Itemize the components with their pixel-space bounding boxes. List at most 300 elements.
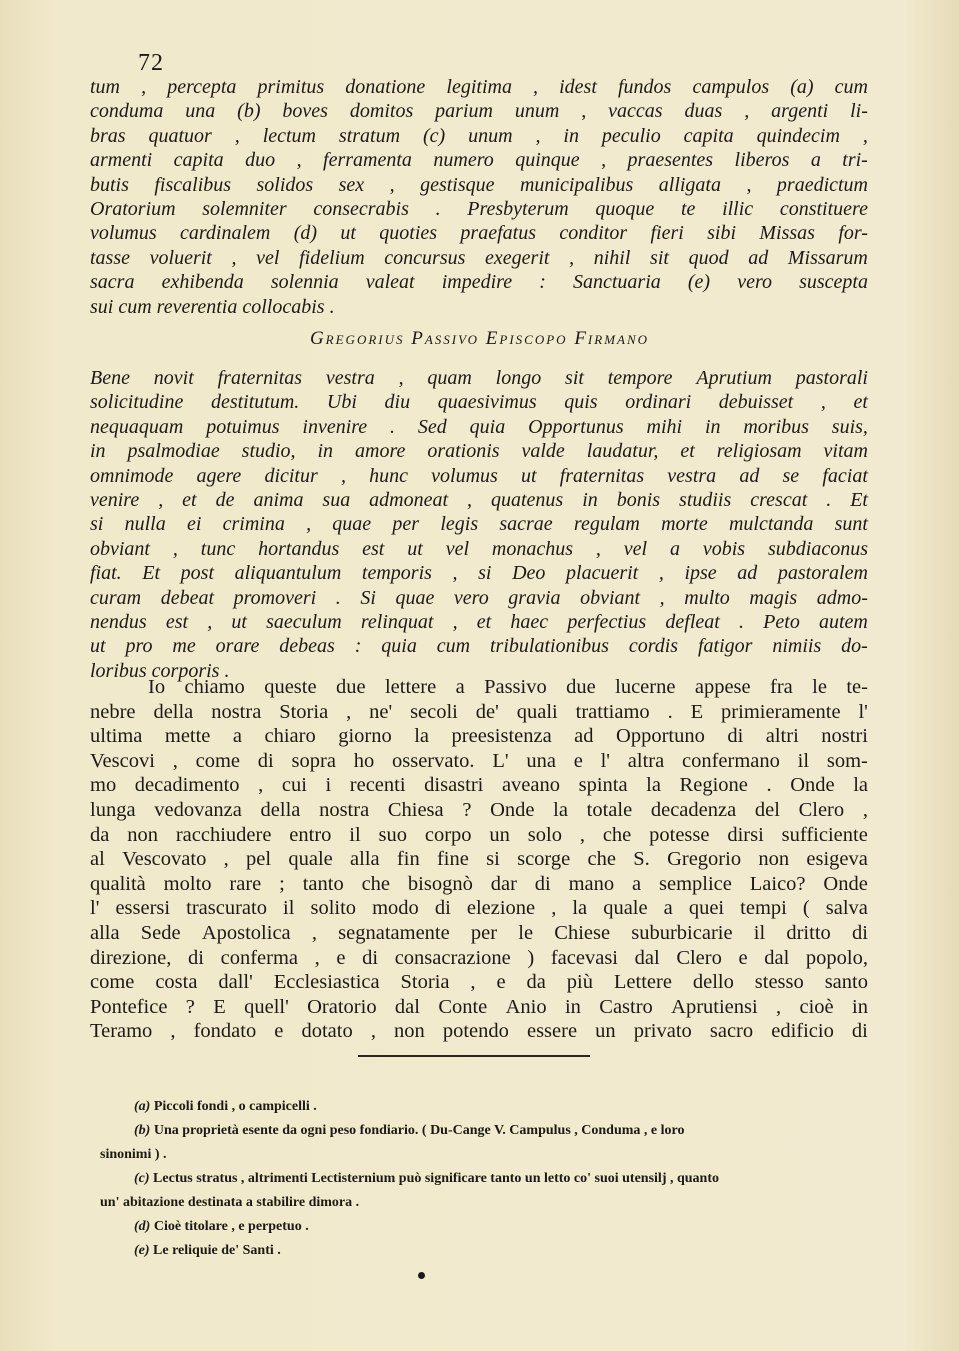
word: Passivo [484, 676, 547, 698]
word: ut [90, 635, 106, 658]
word: Ubi [326, 391, 357, 414]
word: molto [163, 872, 212, 895]
word: la [646, 774, 661, 797]
word: una [185, 100, 216, 123]
word: Teramo [90, 1020, 153, 1043]
word: un [595, 1020, 616, 1043]
word: invenire [302, 415, 368, 438]
word: solo [527, 823, 562, 846]
word: trattiamo [575, 700, 650, 723]
footnote-text: Una proprietà esente da ogni peso fondiario. ( Du-Cange V. Campulus , Conduma , e loro [150, 1123, 685, 1138]
word: ut [407, 537, 423, 560]
word: il [349, 823, 361, 846]
word: ipse [684, 562, 717, 585]
word: Et [850, 488, 868, 511]
word: vero [737, 271, 772, 294]
word: , [601, 149, 607, 172]
word: in [704, 415, 721, 438]
word: for- [838, 222, 868, 245]
word: sit [650, 246, 669, 269]
word: ultima [90, 725, 143, 748]
text-line [90, 148, 868, 172]
word: . [390, 415, 396, 438]
word: decadimento [134, 774, 240, 797]
word: tasse [90, 246, 130, 269]
word: sua [322, 488, 351, 511]
word: , [207, 610, 213, 633]
word: Opportunus [528, 415, 624, 438]
word: Oratorium [90, 197, 176, 220]
word: regulam [573, 513, 640, 536]
word: a [810, 149, 821, 172]
word: est [362, 537, 385, 560]
word: dal [634, 946, 660, 969]
word: (a) [790, 76, 814, 98]
word: parium [435, 100, 493, 123]
text-line [90, 724, 868, 749]
word: solennia [270, 271, 339, 294]
word: Vescovato [122, 848, 207, 871]
word: la [853, 774, 868, 797]
word: Clero [798, 798, 845, 821]
word: , [370, 1020, 376, 1043]
word: , [776, 995, 782, 1018]
decorative-dot [418, 1272, 425, 1279]
italian-passage [90, 675, 868, 1044]
word: domitos [349, 100, 414, 123]
word: Vescovi [90, 749, 155, 772]
word: Chiesa [387, 798, 444, 821]
word: il [283, 897, 295, 920]
word: sacro [709, 1020, 754, 1043]
word: edificio [771, 1020, 834, 1043]
word: e [496, 971, 506, 994]
word: , [569, 246, 575, 269]
word: nulla [124, 513, 166, 536]
word: , [306, 513, 312, 536]
word: Anio [505, 995, 547, 1018]
word: (c) [422, 124, 446, 147]
word: suis, [831, 415, 868, 438]
word: in [582, 488, 598, 511]
footnote [100, 1215, 890, 1239]
word: de' [475, 700, 499, 723]
word: essere [526, 1020, 578, 1043]
word: in [563, 124, 579, 147]
word: esigeva [806, 848, 868, 871]
word: idest [559, 76, 597, 98]
word: Onde [490, 798, 535, 821]
word: costa [155, 971, 198, 994]
word: di [362, 946, 379, 969]
word: l' [858, 700, 868, 723]
word: dicitur [264, 464, 318, 487]
word: segnatamente [338, 921, 450, 944]
word: Clero [676, 946, 722, 969]
word: defleat [665, 610, 720, 633]
text-line [90, 488, 868, 512]
word: come [90, 971, 135, 994]
text-line [90, 634, 868, 658]
word: Chiese [554, 921, 611, 944]
word: Castro [599, 995, 653, 1018]
word: popolo, [805, 946, 868, 969]
word: , [535, 124, 541, 147]
word: cioè [799, 995, 834, 1018]
word: Onde [790, 774, 835, 797]
word: dal [394, 995, 420, 1018]
word: Presbyterum [467, 197, 569, 220]
word: fin [396, 848, 420, 871]
word: legis [440, 513, 479, 536]
word: monachus [491, 537, 573, 560]
word: crimina [222, 513, 285, 536]
word: racchiudere [175, 823, 272, 846]
word: appese [694, 676, 751, 698]
word: debeas [279, 635, 335, 658]
word: pel [246, 848, 272, 871]
word: per [392, 513, 420, 536]
word: di [257, 749, 274, 772]
word: tempore [607, 367, 673, 389]
word: disastri [424, 774, 484, 797]
word: , [389, 173, 395, 196]
word: ut [520, 464, 537, 487]
word: Pontefice [90, 995, 168, 1018]
word: di [434, 897, 451, 920]
word: aveano [501, 774, 560, 797]
word: post [180, 562, 215, 585]
word: , [296, 149, 302, 172]
word: privato [633, 1020, 692, 1043]
word: se [782, 464, 800, 487]
word: potuimus [206, 415, 280, 438]
word: Onde [823, 872, 868, 895]
word: ne' [369, 700, 393, 723]
word: unum [514, 100, 560, 123]
word: psalmodiae [127, 440, 220, 463]
word: da [526, 971, 546, 994]
word: agere [196, 464, 242, 487]
word: sibi [707, 222, 737, 245]
word: volumus [90, 222, 157, 245]
page-number: 72 [138, 50, 164, 76]
footnote-text: Piccoli fondi , o campicelli . [150, 1099, 317, 1114]
word: qualità [90, 872, 146, 895]
word: Si [360, 586, 376, 609]
word: il [753, 921, 766, 944]
word: admoneat [369, 488, 449, 511]
word: sacra [90, 271, 135, 294]
word: , [470, 971, 476, 994]
word: ad [737, 562, 758, 585]
word: rare [229, 872, 262, 895]
word: le [518, 921, 534, 944]
word: Sede [140, 921, 181, 944]
word: et [182, 488, 197, 511]
word: capita [173, 149, 224, 172]
text-line [90, 823, 868, 848]
text-line [90, 464, 868, 488]
word: quia [469, 415, 506, 438]
word: essersi [115, 897, 171, 920]
word: aliquantulum [234, 562, 342, 585]
word: nendus [90, 610, 147, 633]
word: cui [281, 774, 307, 797]
word: magis [749, 586, 798, 609]
word: e [573, 749, 583, 772]
word: illic [722, 197, 754, 220]
word: quali [516, 700, 558, 723]
word: , [172, 537, 178, 560]
word: . [766, 774, 772, 797]
word: fondato [193, 1020, 257, 1043]
word: (b) [237, 100, 261, 123]
word: altra [627, 749, 665, 772]
word: le [812, 676, 827, 698]
word: non [394, 1020, 425, 1043]
word: potesse [649, 823, 710, 846]
word: Missarum [787, 246, 868, 269]
word: pro [125, 635, 153, 658]
word: che [587, 848, 616, 871]
text-line [90, 921, 868, 946]
word: ? [185, 995, 195, 1018]
word: chiamo [184, 676, 245, 698]
word: concursus [384, 246, 466, 269]
word: perfectius [567, 610, 647, 633]
word: praefatus [460, 222, 536, 245]
word: quinque [515, 149, 580, 172]
word: et [680, 440, 695, 463]
word: quoties [379, 222, 438, 245]
word: , [452, 610, 458, 633]
word: in [852, 995, 868, 1018]
word: giorno [338, 725, 392, 748]
word: laudatur, [586, 440, 659, 463]
word: debeat [160, 586, 214, 609]
word: nostri [821, 725, 868, 748]
word: praesentes [627, 149, 714, 172]
word: quae [332, 513, 372, 536]
word: i [325, 774, 332, 797]
word: dar [490, 872, 517, 895]
word: quatenus [491, 488, 564, 511]
word: in [90, 440, 106, 463]
word: lucerne [615, 676, 676, 698]
word: entro [289, 823, 332, 846]
word: a [232, 725, 243, 748]
word: duo [245, 149, 276, 172]
word: Storia [279, 700, 329, 723]
word: primitus [257, 76, 325, 98]
word: Opportuno [616, 725, 705, 748]
footnote-text: Cioè titolare , e perpetuo . [150, 1219, 309, 1234]
word: modo [372, 897, 419, 920]
word: butis [90, 173, 129, 196]
word: gestisque [420, 173, 495, 196]
word: Et [142, 562, 161, 585]
word: studiis [679, 488, 732, 511]
word: curam [90, 586, 142, 609]
word: a [669, 537, 680, 560]
word: dello [692, 971, 734, 994]
word: , [398, 367, 404, 389]
word: che [361, 872, 391, 895]
word: , [579, 823, 585, 846]
word: , [820, 391, 826, 414]
word: orationis [427, 440, 500, 463]
word: di [727, 725, 744, 748]
word: scorge [517, 848, 571, 871]
word: altri [765, 725, 799, 748]
text-line [90, 439, 868, 463]
word: la [553, 798, 568, 821]
word: decadenza [650, 798, 737, 821]
word: est [165, 610, 189, 633]
footnote [100, 1239, 890, 1263]
word: la [572, 897, 588, 920]
word: dotato [301, 1020, 353, 1043]
footnote [100, 1167, 890, 1191]
footnote-marker: (c) [134, 1171, 150, 1186]
word: S. [633, 848, 650, 871]
word: direzione, [90, 946, 172, 969]
word: alla [90, 921, 120, 944]
word: della [260, 798, 301, 821]
text-line [90, 221, 868, 245]
text-line [90, 415, 868, 439]
word: L' [492, 749, 509, 772]
word: di [188, 946, 204, 969]
word: quia [381, 635, 417, 658]
word: l' [600, 749, 610, 772]
text-line [90, 749, 868, 774]
text-line [90, 946, 868, 971]
word: vedovanza [154, 798, 242, 821]
word: volumus [431, 464, 498, 487]
word: , [452, 562, 458, 585]
word: admo- [816, 586, 868, 609]
word: a [455, 676, 465, 698]
word: praedictum [776, 173, 868, 196]
word: duas [684, 100, 723, 123]
word: ( [802, 897, 810, 920]
word: lectum [262, 124, 316, 147]
word: (e) [687, 271, 711, 294]
word: quis [564, 391, 598, 414]
word: religiosam [716, 440, 802, 463]
word: Lettere [613, 971, 672, 994]
word: mihi [646, 415, 683, 438]
word: solidos [256, 173, 314, 196]
word: chiaro [264, 725, 316, 748]
word: , [223, 848, 229, 871]
word: Gregorio [667, 848, 742, 871]
word: bisognò [407, 872, 473, 895]
word: alla [350, 848, 380, 871]
word: trascurato [186, 897, 267, 920]
word: e [336, 946, 346, 969]
footnote [100, 1095, 890, 1119]
word: relinquat [360, 610, 434, 633]
word: liberos [734, 149, 790, 172]
word: tum [90, 76, 120, 98]
word: quam [427, 367, 472, 389]
word: più [566, 971, 593, 994]
text-line [90, 610, 868, 634]
word: vobis [702, 537, 746, 560]
word: recenti [349, 774, 406, 797]
word: cum [834, 76, 868, 98]
word: sacrae [499, 513, 553, 536]
word: ad [748, 246, 769, 269]
word: autem [819, 610, 868, 633]
word: pastorali [795, 367, 868, 389]
word: . [826, 488, 832, 511]
word: saeculum [266, 610, 342, 633]
text-line [90, 173, 868, 197]
word: voluerit [149, 246, 212, 269]
word: , [595, 537, 601, 560]
text-line [90, 270, 868, 294]
word: moribus [743, 415, 809, 438]
word: nimiis [772, 635, 822, 658]
word: lettere [384, 676, 437, 698]
latin-passage-2 [90, 366, 868, 683]
text-line: loribus corporis . [90, 659, 230, 682]
word: unum [468, 124, 513, 147]
word: boves [282, 100, 328, 123]
word: conduma [90, 100, 164, 123]
word: di [851, 921, 868, 944]
word: la [414, 725, 430, 748]
word: legitima [446, 76, 512, 98]
word: percepta [167, 76, 237, 98]
word: solemniter [202, 197, 287, 220]
word: primieramente [721, 700, 841, 723]
word: tribulationibus [490, 635, 609, 658]
text-line [90, 366, 868, 390]
footnote-marker: (d) [134, 1219, 151, 1234]
word: solicitudine [90, 391, 184, 414]
word: fra [770, 676, 793, 698]
word: et [853, 391, 868, 414]
word: nostra [211, 700, 262, 723]
text-line [90, 872, 868, 897]
word: si [486, 848, 500, 871]
word: di [534, 872, 551, 895]
text-line [90, 970, 868, 995]
footnote [100, 1191, 890, 1215]
word: Conte [438, 995, 488, 1018]
text-line: sui cum reverentia collocabis . [90, 295, 335, 318]
footnote-marker: (b) [134, 1123, 151, 1138]
word: vero [453, 586, 489, 609]
word: non [127, 823, 158, 846]
footnote-text: sinonimi ) . [100, 1147, 167, 1162]
word: quaesivimus [437, 391, 537, 414]
word: venire [90, 488, 140, 511]
word: quale [603, 897, 648, 920]
word: , [551, 897, 557, 920]
footnote-marker: (e) [134, 1243, 150, 1258]
word: capita [683, 124, 734, 147]
word: al [90, 848, 105, 871]
word: tunc [200, 537, 236, 560]
word: vestra [667, 464, 717, 487]
word: e [738, 946, 748, 969]
